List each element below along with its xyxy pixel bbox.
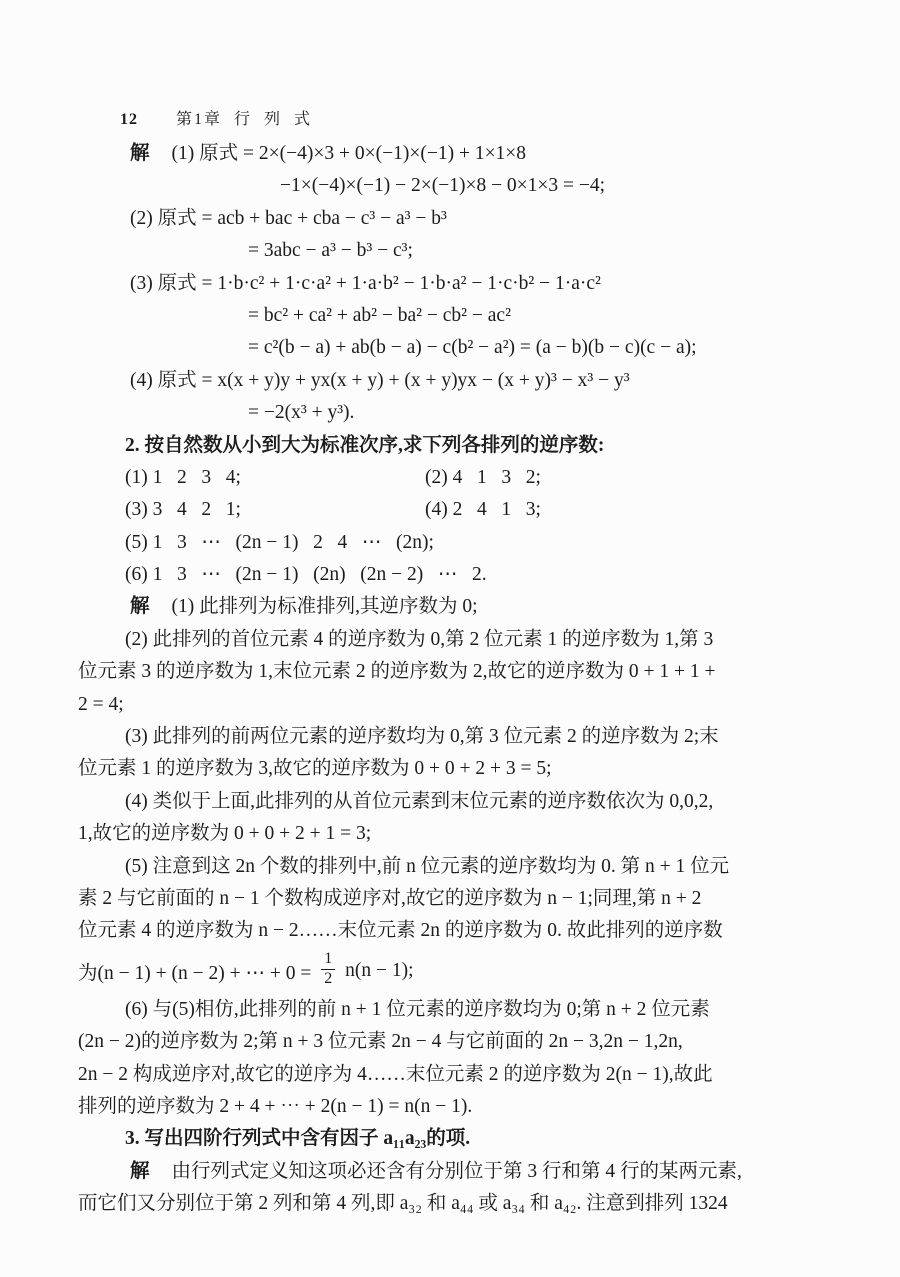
body-text: (1) 此排列为标准排列,其逆序数为 0; <box>171 596 478 618</box>
math-text: (1) 原式 = 2×(−4)×3 + 0×(−1)×(−1) + 1×1×8 <box>171 143 527 164</box>
permutation-row: (6) 1 3 ⋯ (2n − 1) (2n) (2n − 2) ⋯ 2. <box>125 564 487 586</box>
permutation-item: (3) 3 4 2 1; <box>125 499 241 521</box>
math-line: = c²(b − a) + ab(b − a) − c(b² − a²) = (a − b)(b − c)(c − a); <box>248 337 697 359</box>
fraction-one-half <box>321 951 335 988</box>
math-line: = 3abc − a³ − b³ − c³; <box>248 240 413 262</box>
fraction-numerator: 1 <box>321 951 335 970</box>
fraction-denominator: 2 <box>324 970 333 988</box>
jie-label: 解 <box>130 1160 150 1182</box>
solution2-line <box>78 591 868 623</box>
jie-label: 解 <box>130 596 150 618</box>
text-line: (6) 与(5)相仿,此排列的前 n + 1 位元素的逆序数均为 0;第 n + 2 位元素 <box>125 998 710 1020</box>
formula-line <box>78 948 868 994</box>
text-line: 素 2 与它前面的 n − 1 个数构成逆序对,故它的逆序数为 n − 1;同理,第 n + 2 <box>78 887 702 909</box>
math-line: (4) 原式 = x(x + y)y + yx(x + y) + (x + y)yx − (x + y)³ − x³ − y³ <box>130 369 630 391</box>
text-line: 位元素 3 的逆序数为 1,末位元素 2 的逆序数为 2,故它的逆序数为 0 + 1 + 1 + <box>78 661 716 683</box>
permutation-item: (4) 2 4 1 3; <box>425 499 541 521</box>
body-text: 由行列式定义知这项必还含有分别位于第 3 行和第 4 行的某两元素, <box>171 1160 742 1182</box>
text-line: 2 = 4; <box>78 693 124 715</box>
problem2-heading: 2. 按自然数从小到大为标准次序,求下列各排列的逆序数: <box>125 434 605 456</box>
formula-text: 为(n − 1) + (n − 2) + ⋯ + 0 = <box>78 962 317 984</box>
text-line: (2n − 2)的逆序数为 2;第 n + 3 位元素 2n − 4 与它前面的 2n − 3,2n − 1,2n, <box>78 1031 683 1053</box>
solution1-line <box>78 138 868 170</box>
problem3-heading: 3. 写出四阶行列式中含有因子 a₁₁a₂₃的项. <box>125 1128 471 1150</box>
chapter-title: 第1章 行 列 式 <box>176 111 313 128</box>
text-line: 位元素 1 的逆序数为 3,故它的逆序数为 0 + 0 + 2 + 3 = 5; <box>78 758 552 780</box>
text-line: (3) 此排列的前两位元素的逆序数均为 0,第 3 位元素 2 的逆序数为 2;末 <box>125 726 719 748</box>
jie-label: 解 <box>130 143 150 164</box>
page-body <box>78 138 868 1221</box>
math-line: (2) 原式 = acb + bac + cba − c³ − a³ − b³ <box>130 207 447 229</box>
math-line: (3) 原式 = 1·b·c² + 1·c·a² + 1·a·b² − 1·b·a² − 1·c·b² − 1·a·c² <box>130 272 601 294</box>
solution3-line <box>78 1156 868 1188</box>
text-line: 1,故它的逆序数为 0 + 0 + 2 + 1 = 3; <box>78 823 372 845</box>
permutation-row <box>78 494 868 526</box>
permutation-row <box>78 462 868 494</box>
math-line: = bc² + ca² + ab² − ba² − cb² − ac² <box>248 304 511 326</box>
permutation-row: (5) 1 3 ⋯ (2n − 1) 2 4 ⋯ (2n); <box>125 531 434 553</box>
permutation-item: (1) 1 2 3 4; <box>125 466 241 488</box>
text-line: (4) 类似于上面,此排列的从首位元素到末位元素的逆序数依次为 0,0,2, <box>125 790 714 812</box>
text-line: 2n − 2 构成逆序对,故它的逆序为 4……末位元素 2 的逆序数为 2(n − 1),故此 <box>78 1063 713 1085</box>
text-line: (2) 此排列的首位元素 4 的逆序数为 0,第 2 位元素 1 的逆序数为 1,第 3 <box>125 628 714 650</box>
math-line: −1×(−4)×(−1) − 2×(−1)×8 − 0×1×3 = −4; <box>280 175 606 197</box>
page-number: 12 <box>120 111 138 128</box>
text-line: 排列的逆序数为 2 + 4 + ⋯ + 2(n − 1) = n(n − 1). <box>78 1095 473 1117</box>
text-line: 位元素 4 的逆序数为 n − 2……末位元素 2n 的逆序数为 0. 故此排列的逆序数 <box>78 920 723 942</box>
text-line: 而它们又分别位于第 2 列和第 4 列,即 a₃₂ 和 a₄₄ 或 a₃₄ 和 a₄₂. 注意到排列 1324 <box>78 1193 728 1215</box>
formula-text: n(n − 1); <box>340 959 414 981</box>
permutation-item: (2) 4 1 3 2; <box>425 466 541 488</box>
math-line: = −2(x³ + y³). <box>248 402 355 424</box>
text-line: (5) 注意到这 2n 个数的排列中,前 n 位元素的逆序数均为 0. 第 n + 1 位元 <box>125 855 730 877</box>
